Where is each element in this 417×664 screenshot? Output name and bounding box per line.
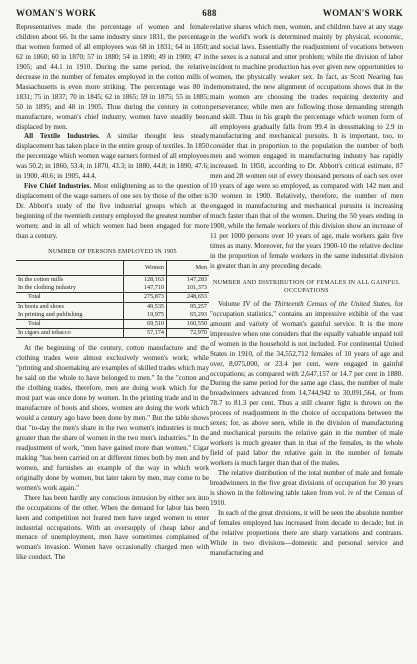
table-row: [16, 329, 209, 338]
cell-men: 248,653: [167, 293, 210, 302]
row-label: Total: [16, 293, 124, 302]
left-column: [16, 23, 209, 563]
paragraph: relative shares which men, women, and children have at any stage in the world's work is determined mainly by physical, economic, and social laws. Essentially the readjustment of vocations between the sexes is a natural and utter problem; while the division of labor incident to machine production has ever given new opportunities to women, the physically weaker sex. In fact, as Scott Nearing has demonstrated, the new alignment of occupations shows that in the main women are choosing the trades requiring dexterity and perseverance; while men are following those demanding strength and skill. Thus in his graph the percentage which women form of all employees gradually falls from 99.4 in dressmaking to 2.9 in manufacturing and mechanical pursuits. It is important, too, to consider that in proportion to the population the number of both men and women engaged in manufacturing industry has rapidly increased. In 1850, according to Dr. Abbott's critical estimate, 87 men and 28 women out of every thousand persons of each sex over 10 years of age were so employed, as compared with 142 men and 30 women in 1900. Relatively, therefore, the number of men engaged in manufacturing and mechanical pursuits is increasing much faster than that of the women. During the 50 years ending in 1900, while the female workers of this division show an increase of 11 per 1000 persons over 10 years of age, male workers gain five times as many. Moreover, for the years 1900-10 the relative decline in the proportion of female workers in the same industrial division is greater than in any preceding decade.: [210, 23, 403, 270]
section-lead: All Textile Industries.: [24, 132, 100, 141]
paragraph: At the beginning of the century, cotton manufacture and the clothing trades were almost exclusively women's work; while "printing and shoemaking are examples of skilled trades which may be said on the whole to have belonged to men." In the "cotton and the clothing trades, therefore, men are doing work which for the most part was once done by women. In the printing trade and in the manufacture of boots and shoes, women are doing the work which would a century ago have been done by men." But the table shows that "to-day the men's share in the two women's industries is much greater than the share of women in the two men's industries." In the readjustment of work, "men have gained more than women." Cigar making "has been carried on at different times both by men and by women, and furnishes an example of the way in which work originally done by women, but later taken by men, may come to be women's work again.": [16, 344, 209, 492]
cell-men: 160,550: [167, 319, 210, 328]
cell-men: 65,293: [167, 311, 210, 320]
table-row: [16, 302, 209, 311]
cell-women: 57,174: [124, 329, 167, 338]
table-title: NUMBER OF PERSONS EMPLOYED IN 1905: [48, 247, 177, 255]
cell-women: 19,975: [124, 311, 167, 320]
employment-table: [16, 260, 209, 338]
paragraph-census: [210, 300, 403, 469]
paragraph-textile: [16, 132, 209, 182]
cell-women: 128,163: [124, 275, 167, 284]
table-row: [16, 275, 209, 284]
row-label: Total: [16, 319, 124, 328]
row-label: In the cotton mills: [18, 275, 64, 283]
row-label: In printing and publishing: [18, 310, 83, 318]
paragraph-body: for "occupation statistics," contains an impressive exhibit of the vast amount and variety of woman's gainful service. It is the more impressive when one considers that the equally valuable unpaid toil of women in the household is not included. For continental United States in 1910, of the 34,552,712 females of 10 years of age and over, 8,075,000, or 23.4 per cent, were engaged in gainful occupations; as compared with 2,647,157 or 14.7 per cent in 1880. During the same period for the same age class, the number of male breadwinners advanced from 14,744,942 to 30,091,564, or from 78.7 to 81.3 per cent. Thus a still clearer light is thrown on the process of readjustment in the choice of occupations between the sexes; for, as above seen, while in the division of manufacturing and mechanical pursuits the relative gain in the number of male workers is much greater than in that of the females, in the whole field of paid labor the relative gain in the number of female workers is much larger than that of the males.: [210, 299, 404, 468]
table-header-label: [16, 260, 124, 275]
cell-men: 147,283: [167, 275, 210, 284]
paragraph-body: Most enlightening as to the question of displacement of the wage earners of one sex by those of the other is Dr. Abbott's study of the five industrial groups which at the beginning of the twentieth century employed the greatest number of women; and in all of which women had been engaged for more than a century.: [16, 182, 209, 241]
table-header-row: [16, 260, 209, 275]
table-total-row: [16, 293, 209, 302]
cell-men: 95,257: [167, 302, 210, 311]
paragraph: There has been hardly any conscious intrusion by either sex into the occupations of the other. When the demand for labor has been keen and competition not feared men have urged women to enter industrial occupations. With an oversupply of cheap labor and menace of unemployment, men have sometimes complained of woman's invasion. Women have occasionally charged men with like conduct. The: [16, 493, 209, 562]
table-total-row: [16, 319, 209, 328]
cell-women: 49,535: [124, 302, 167, 311]
column-header-men: Men: [167, 260, 210, 275]
section-heading: NUMBER AND DISTRIBUTION OF FEMALES IN ALL GAINFUL OCCUPATIONS: [213, 279, 400, 294]
page-number: 688: [202, 8, 217, 18]
paragraph-body: Volume IV of the: [218, 299, 275, 308]
paragraph: In each of the great divisions, it will be seen the absolute number of females employed has increased from decade to decade; but in the relative proportions there are sharp variations and contrasts. While in two divisions—domestic and personal service and manufacturing and: [210, 508, 403, 557]
right-column: [210, 23, 403, 559]
census-title: Thirteenth Census of the United States,: [274, 299, 392, 308]
row-label: In cigars and tobacco: [16, 329, 124, 338]
cell-women: 69,510: [124, 319, 167, 328]
running-header: [16, 8, 403, 22]
paragraph-five-industries: [16, 182, 209, 242]
cell-men: 72,970: [167, 329, 210, 338]
section-lead: Five Chief Industries.: [24, 182, 92, 191]
table-row: [16, 284, 209, 293]
paragraph: Representatives made the percentage of women and female children about 66. In the same industry since 1831, the percentage that women formed of all employees was 68 in 1831; 64 in 1850; 62 in 1860; 60 in 1870; 57 in 1880; 54 in 1890; 49 in 1900; 47 in 1905; and 44.1 in 1910. During the same period, the relative decrease in the number of females employed in the cotton mills of Massachusetts is even more striking. The percentage was 80 in 1831; 75 in 1837; 70 in 1845; 62 in 1865; 59 in 1875; 55 in 1885; 50 in 1895; and 48 in 1905. Thus during the century in cotton manufacture, woman's chief industry, women have steadily been displaced by men.: [16, 23, 209, 131]
row-label: In boots and shoes: [16, 302, 124, 311]
cell-women: 275,873: [124, 293, 167, 302]
paragraph: The relative distribution of the total number of male and female breadwinners in the five great divisions of occupation for 30 years is shown in the following table taken from vol. iv of the Census of 1910.: [210, 469, 403, 507]
row-label: In the clothing industry: [18, 284, 76, 292]
paragraph-body: A similar thought less steady displacement has taken place in the entire group of textiles. In 1850 the percentage which women wage earners formed of all employees was 50.2; in 1860, 53.4; in 1870, 43.3; in 1880, 44.8; in 1890, 47.6; in 1900, 40.6; in 1905, 44.4.: [16, 132, 209, 181]
header-right: WOMAN'S WORK: [322, 8, 403, 18]
column-header-women: Women: [124, 260, 167, 275]
cell-women: 147,710: [124, 284, 167, 293]
cell-men: 101,373: [167, 284, 210, 293]
table-row: [16, 311, 209, 320]
header-left: WOMAN'S WORK: [16, 8, 97, 18]
